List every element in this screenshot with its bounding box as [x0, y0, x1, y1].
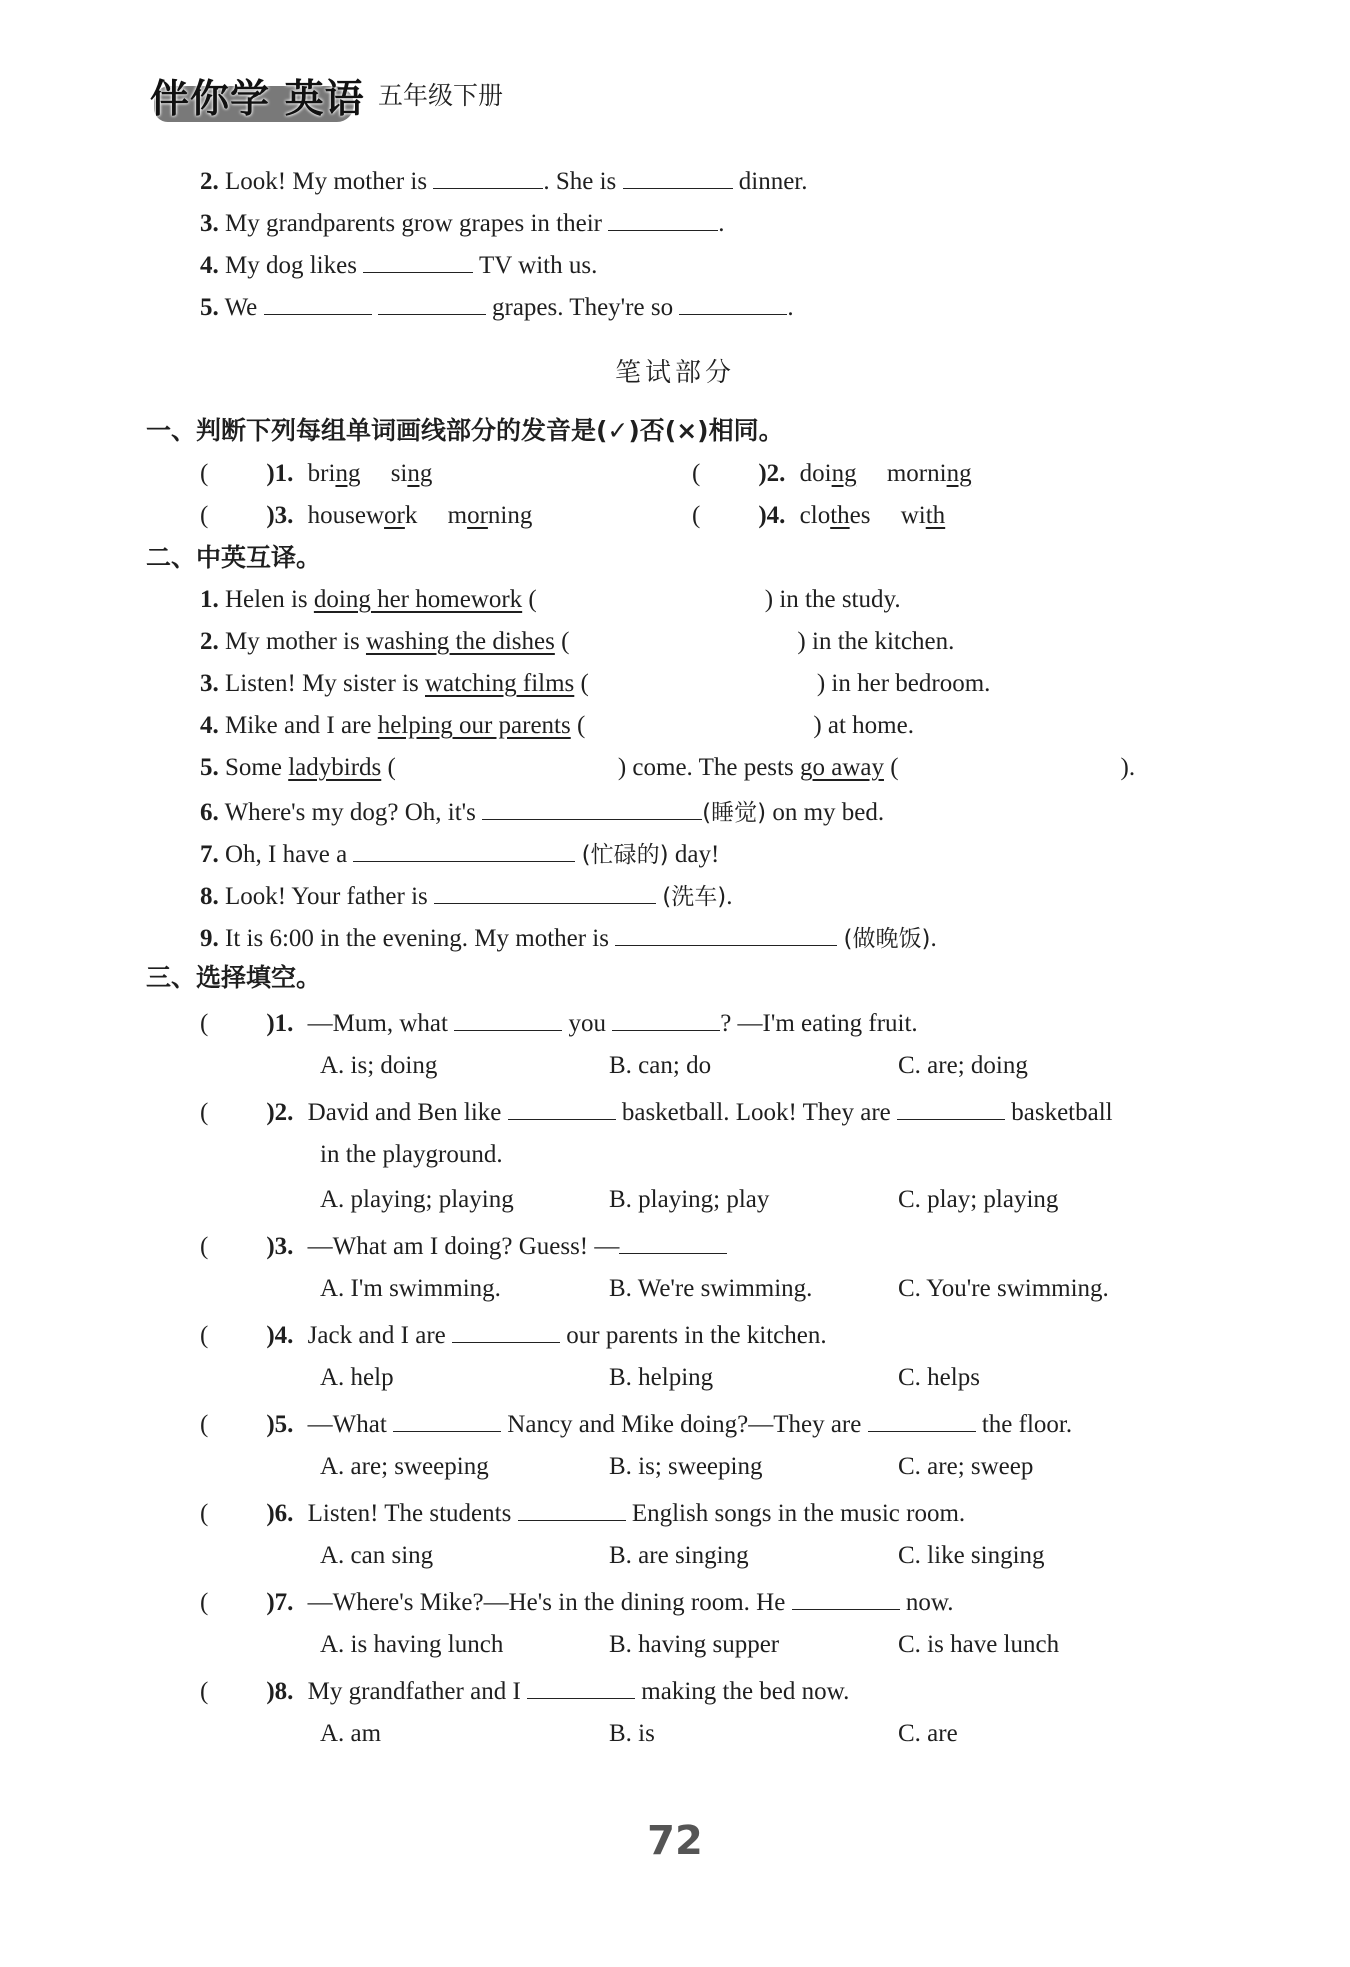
item-text: .	[718, 210, 725, 237]
item-number: )8.	[266, 1678, 294, 1705]
choice-question-4	[200, 1316, 827, 1353]
question-text: basketball	[1011, 1099, 1113, 1126]
item-number: )1.	[266, 1010, 294, 1037]
option-b[interactable]: B. are singing	[609, 1542, 749, 1569]
answer-paren[interactable]: (	[200, 1589, 209, 1616]
section-1-heading: 一、判断下列每组单词画线部分的发音是(✓)否(×)相同。	[146, 416, 784, 445]
question-text: —Mum, what	[307, 1010, 448, 1037]
written-part-title: 笔试部分	[614, 358, 735, 388]
word: sing	[390, 460, 433, 487]
item-text: ).	[1120, 754, 1136, 781]
question-text: making the bed now.	[641, 1678, 850, 1705]
answer-blank[interactable]	[434, 877, 656, 904]
word: with	[900, 502, 946, 529]
item-number: 2.	[200, 628, 219, 655]
answer-blank[interactable]	[612, 1004, 720, 1031]
option-b[interactable]: B. is	[609, 1720, 655, 1747]
question-text: basketball. Look! They are	[621, 1099, 891, 1126]
answer-blank[interactable]	[608, 204, 718, 231]
word: housework	[307, 502, 418, 529]
item-number: )6.	[266, 1500, 294, 1527]
underlined-phrase: ladybirds	[288, 754, 382, 781]
answer-paren[interactable]: (	[200, 1099, 209, 1126]
question-text: David and Ben like	[307, 1099, 502, 1126]
option-b[interactable]: B. We're swimming.	[609, 1275, 813, 1302]
word: doing	[799, 460, 857, 487]
choice-question-7	[200, 1583, 954, 1620]
option-c[interactable]: C. You're swimming.	[898, 1275, 1109, 1302]
translate-item-3	[200, 667, 990, 701]
item-number: )7.	[266, 1589, 294, 1616]
option-b[interactable]: B. playing; play	[609, 1186, 770, 1213]
phonics-item-1	[200, 457, 432, 491]
item-text: Look! Your father is	[225, 883, 428, 910]
item-text: Look! My mother is	[225, 168, 428, 195]
word: clothes	[799, 502, 871, 529]
item-number: 3.	[200, 670, 219, 697]
listening-item-2	[200, 162, 808, 199]
brand-logo	[150, 66, 365, 124]
item-number: )2.	[758, 460, 786, 487]
brand-title: 伴你学 英语	[150, 77, 365, 122]
answer-blank[interactable]	[363, 246, 473, 273]
page-number: 72	[647, 1818, 703, 1864]
item-text: We	[224, 294, 258, 321]
option-a[interactable]: A. is having lunch	[320, 1631, 504, 1658]
item-number: 6.	[200, 799, 219, 826]
item-text: .	[787, 294, 794, 321]
listening-item-3	[200, 204, 724, 241]
answer-paren[interactable]: (	[200, 1500, 209, 1527]
chinese-hint: (忙碌的)	[581, 842, 669, 868]
choice-question-1	[200, 1004, 918, 1041]
answer-blank[interactable]	[264, 288, 372, 315]
item-number: )5.	[266, 1411, 294, 1438]
item-number: 2.	[200, 168, 219, 195]
answer-paren[interactable]: (	[200, 1411, 209, 1438]
translate-item-4	[200, 709, 914, 743]
option-a[interactable]: A. is; doing	[320, 1052, 438, 1079]
underlined-phrase: washing the dishes	[365, 628, 555, 655]
answer-blank[interactable]	[868, 1405, 976, 1432]
question-text: Nancy and Mike doing?—They are	[507, 1411, 862, 1438]
answer-blank[interactable]	[353, 835, 575, 862]
item-text: My grandparents grow grapes in their	[225, 210, 602, 237]
item-text: ) in her bedroom.	[816, 670, 991, 697]
item-number: )4.	[758, 502, 786, 529]
item-text: day!	[674, 841, 720, 868]
option-c[interactable]: C. is have lunch	[898, 1631, 1060, 1658]
item-number: 9.	[200, 925, 219, 952]
option-b[interactable]: B. can; do	[609, 1052, 712, 1079]
item-number: 3.	[200, 210, 219, 237]
option-a[interactable]: A. playing; playing	[320, 1186, 514, 1213]
option-c[interactable]: C. are	[898, 1720, 958, 1747]
item-text: It is 6:00 in the evening. My mother is	[225, 925, 609, 952]
answer-blank[interactable]	[615, 919, 837, 946]
question-text: —Where's Mike?—He's in the dining room. He	[307, 1589, 786, 1616]
choice-question-8	[200, 1672, 849, 1709]
section-3-heading: 三、选择填空。	[146, 963, 322, 992]
choice-question-5	[200, 1405, 1072, 1442]
item-number: )3.	[266, 1233, 294, 1260]
item-text: ) in the study.	[764, 586, 901, 613]
translate-item-8	[200, 877, 732, 914]
underlined-phrase: doing her homework	[313, 586, 523, 613]
answer-blank[interactable]	[508, 1093, 616, 1120]
chinese-hint: (睡觉)	[702, 800, 767, 826]
item-text: My dog likes	[225, 252, 357, 279]
item-number: )2.	[266, 1099, 294, 1126]
item-number: 1.	[200, 586, 219, 613]
item-text: .	[726, 883, 733, 910]
item-number: 4.	[200, 252, 219, 279]
phonics-item-2	[692, 457, 972, 491]
item-text: My mother is	[225, 628, 360, 655]
option-c[interactable]: C. are; sweep	[898, 1453, 1034, 1480]
option-c[interactable]: C. like singing	[898, 1542, 1045, 1569]
item-number: 5.	[200, 754, 219, 781]
answer-paren[interactable]: (	[692, 502, 701, 529]
question-text: ? —I'm eating fruit.	[720, 1010, 918, 1037]
question-text: —What am I doing? Guess! —	[307, 1233, 620, 1260]
answer-blank[interactable]	[897, 1093, 1005, 1120]
item-number: 8.	[200, 883, 219, 910]
item-text: ) at home.	[813, 712, 914, 739]
item-text: dinner.	[738, 168, 808, 195]
translate-item-1	[200, 583, 901, 617]
answer-paren[interactable]: (	[528, 586, 537, 613]
answer-paren[interactable]: (	[200, 1322, 209, 1349]
underlined-phrase: helping our parents	[377, 712, 571, 739]
item-text: Where's my dog? Oh, it's	[224, 799, 476, 826]
item-text: ) in the kitchen.	[797, 628, 955, 655]
option-c[interactable]: C. play; playing	[898, 1186, 1059, 1213]
chinese-hint: (做晚饭)	[843, 926, 931, 952]
answer-blank[interactable]	[433, 162, 543, 189]
option-c[interactable]: C. are; doing	[898, 1052, 1028, 1079]
word: morning	[886, 460, 972, 487]
option-b[interactable]: B. having supper	[609, 1631, 780, 1658]
option-c[interactable]: C. helps	[898, 1364, 980, 1391]
option-b[interactable]: B. is; sweeping	[609, 1453, 763, 1480]
answer-blank[interactable]	[482, 793, 702, 820]
answer-paren[interactable]: (	[580, 670, 589, 697]
question-text: Jack and I are	[307, 1322, 446, 1349]
translate-item-5	[200, 751, 1135, 785]
answer-paren[interactable]: (	[200, 502, 209, 529]
item-number: )4.	[266, 1322, 294, 1349]
item-text: .	[930, 925, 937, 952]
question-text: English songs in the music room.	[631, 1500, 966, 1527]
answer-paren[interactable]: (	[692, 460, 701, 487]
item-text: Some	[225, 754, 282, 781]
question-text: My grandfather and I	[307, 1678, 521, 1705]
phonics-item-3	[200, 499, 532, 533]
grade-label: 五年级下册	[378, 81, 504, 110]
answer-paren[interactable]: (	[200, 1233, 209, 1260]
question-text: —What	[307, 1411, 387, 1438]
item-text: Mike and I are	[225, 712, 372, 739]
option-a[interactable]: A. I'm swimming.	[320, 1275, 501, 1302]
answer-blank[interactable]	[792, 1583, 900, 1610]
answer-blank[interactable]	[378, 288, 486, 315]
translate-item-6	[200, 793, 884, 830]
translate-item-2	[200, 625, 954, 659]
question-continuation: in the playground.	[320, 1141, 503, 1168]
question-text: our parents in the kitchen.	[566, 1322, 827, 1349]
question-text: the floor.	[981, 1411, 1073, 1438]
answer-paren[interactable]: (	[561, 628, 570, 655]
answer-blank[interactable]	[452, 1316, 560, 1343]
translate-item-7	[200, 835, 719, 872]
option-b[interactable]: B. helping	[609, 1364, 714, 1391]
answer-paren[interactable]: (	[576, 712, 586, 739]
option-a[interactable]: A. can sing	[320, 1542, 434, 1569]
item-number: 5.	[200, 294, 219, 321]
underlined-phrase: go away	[799, 754, 884, 781]
option-a[interactable]: A. am	[320, 1720, 382, 1747]
section-2-heading: 二、中英互译。	[146, 543, 322, 572]
word: bring	[307, 460, 361, 487]
translate-item-9	[200, 919, 937, 956]
listening-item-4	[200, 246, 597, 283]
item-text: TV with us.	[479, 252, 598, 279]
item-text: . She is	[543, 168, 617, 195]
choice-question-6	[200, 1494, 965, 1531]
choice-question-2	[200, 1093, 1113, 1130]
item-number: )3.	[266, 502, 294, 529]
item-text: on my bed.	[772, 799, 885, 826]
item-number: )1.	[266, 460, 294, 487]
underlined-phrase: watching films	[425, 670, 575, 697]
option-a[interactable]: A. are; sweeping	[320, 1453, 489, 1480]
item-text: Oh, I have a	[225, 841, 348, 868]
option-a[interactable]: A. help	[320, 1364, 394, 1391]
answer-paren[interactable]: (	[387, 754, 396, 781]
choice-question-3	[200, 1227, 727, 1264]
answer-blank[interactable]	[518, 1494, 626, 1521]
item-text: grapes. They're so	[492, 294, 674, 321]
answer-blank[interactable]	[454, 1004, 562, 1031]
answer-paren[interactable]: (	[200, 1678, 209, 1705]
answer-blank[interactable]	[679, 288, 787, 315]
answer-paren[interactable]: (	[200, 1010, 209, 1037]
question-text: Listen! The students	[307, 1500, 512, 1527]
answer-blank[interactable]	[393, 1405, 501, 1432]
item-text: ) come. The pests	[617, 754, 794, 781]
word: morning	[447, 502, 533, 529]
question-text: now.	[905, 1589, 954, 1616]
answer-blank[interactable]	[527, 1672, 635, 1699]
answer-blank[interactable]	[619, 1227, 727, 1254]
item-number: 4.	[200, 712, 219, 739]
item-number: 7.	[200, 841, 219, 868]
question-text: you	[568, 1010, 606, 1037]
answer-paren[interactable]: (	[890, 754, 899, 781]
chinese-hint: (洗车)	[662, 884, 727, 910]
item-text: Helen is	[225, 586, 308, 613]
answer-blank[interactable]	[623, 162, 733, 189]
listening-item-5	[200, 288, 794, 325]
answer-paren[interactable]: (	[200, 460, 209, 487]
phonics-item-4	[692, 499, 945, 533]
item-text: Listen! My sister is	[225, 670, 419, 697]
